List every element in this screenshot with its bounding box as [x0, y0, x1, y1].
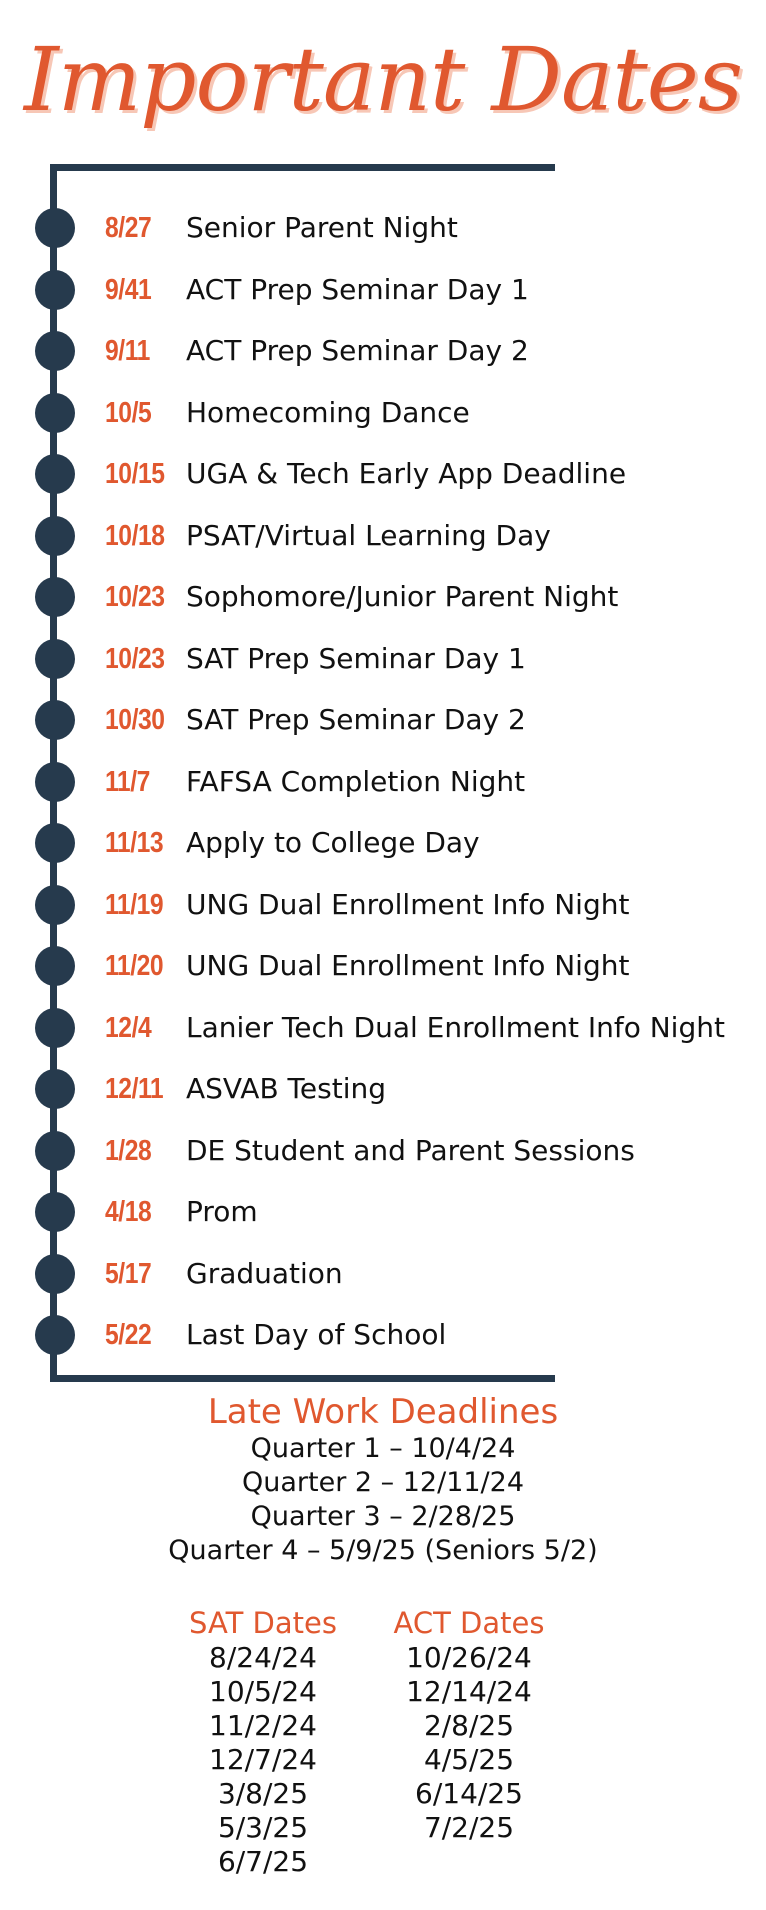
event-date: 8/27 — [105, 212, 152, 244]
event-row — [0, 760, 766, 804]
event-label: Lanier Tech Dual Enrollment Info Night — [186, 1011, 725, 1044]
event-row — [0, 821, 766, 865]
event-row — [0, 883, 766, 927]
sat-date: 11/2/24 — [209, 1709, 317, 1742]
timeline-dot-icon — [35, 1008, 75, 1048]
timeline-dot-icon — [35, 1069, 75, 1109]
timeline-dot-icon — [35, 1192, 75, 1232]
event-date: 12/11 — [105, 1073, 164, 1105]
late-work-heading: Late Work Deadlines — [207, 1392, 559, 1432]
event-label: FAFSA Completion Night — [186, 765, 526, 798]
event-label: ACT Prep Seminar Day 2 — [186, 334, 529, 367]
event-row — [0, 1252, 766, 1296]
timeline-dot-icon — [35, 885, 75, 925]
event-date: 10/23 — [105, 643, 165, 675]
sat-date: 6/7/25 — [217, 1845, 309, 1878]
timeline-top-bar — [50, 164, 555, 171]
sat-date: 8/24/24 — [209, 1641, 317, 1674]
event-label: Sophomore/Junior Parent Night — [186, 580, 619, 613]
sat-date: 5/3/25 — [217, 1811, 309, 1844]
timeline-dot-icon — [35, 454, 75, 494]
event-label: ACT Prep Seminar Day 1 — [186, 273, 529, 306]
timeline-bottom-bar — [50, 1375, 555, 1382]
timeline-dot-icon — [35, 823, 75, 863]
timeline-dot-icon — [35, 1315, 75, 1355]
event-row — [0, 575, 766, 619]
event-date: 11/7 — [105, 766, 150, 798]
late-work-line: Quarter 4 – 5/9/25 (Seniors 5/2) — [168, 1535, 598, 1566]
event-label: Prom — [186, 1195, 258, 1228]
event-label: UGA & Tech Early App Deadline — [186, 457, 627, 490]
event-label: SAT Prep Seminar Day 1 — [186, 642, 526, 675]
event-date: 11/20 — [105, 950, 164, 982]
event-date: 10/23 — [105, 581, 165, 613]
act-date: 4/5/25 — [423, 1743, 515, 1776]
timeline-dot-icon — [35, 270, 75, 310]
sat-date: 12/7/24 — [209, 1743, 317, 1776]
page-title: Important Dates — [23, 28, 743, 131]
act-date: 2/8/25 — [423, 1709, 515, 1742]
event-date: 9/11 — [105, 335, 150, 367]
event-row — [0, 329, 766, 373]
event-label: UNG Dual Enrollment Info Night — [186, 949, 630, 982]
late-work-line: Quarter 3 – 2/28/25 — [250, 1501, 516, 1532]
timeline-dot-icon — [35, 393, 75, 433]
act-date: 10/26/24 — [406, 1641, 532, 1674]
event-label: Apply to College Day — [186, 826, 480, 859]
event-date: 10/30 — [105, 704, 165, 736]
sat-date: 3/8/25 — [217, 1777, 309, 1810]
timeline-dot-icon — [35, 1131, 75, 1171]
timeline-dot-icon — [35, 208, 75, 248]
event-row — [0, 268, 766, 312]
event-row — [0, 1067, 766, 1111]
timeline-dot-icon — [35, 1254, 75, 1294]
event-row — [0, 1313, 766, 1357]
late-work-line: Quarter 2 – 12/11/24 — [242, 1467, 524, 1498]
event-label: Homecoming Dance — [186, 396, 470, 429]
timeline-dot-icon — [35, 700, 75, 740]
event-row — [0, 391, 766, 435]
event-label: Graduation — [186, 1257, 343, 1290]
event-row — [0, 637, 766, 681]
event-date: 4/18 — [105, 1196, 152, 1228]
event-date: 10/5 — [105, 397, 152, 429]
act-dates-heading: ACT Dates — [393, 1606, 545, 1640]
event-label: PSAT/Virtual Learning Day — [186, 519, 551, 552]
event-date: 5/22 — [105, 1319, 152, 1351]
event-row — [0, 452, 766, 496]
event-date: 10/18 — [105, 520, 165, 552]
event-date: 11/13 — [105, 827, 164, 859]
event-label: ASVAB Testing — [186, 1072, 386, 1105]
event-row — [0, 206, 766, 250]
event-label: SAT Prep Seminar Day 2 — [186, 703, 526, 736]
timeline-dot-icon — [35, 639, 75, 679]
event-date: 11/19 — [105, 889, 164, 921]
sat-date: 10/5/24 — [209, 1675, 317, 1708]
event-label: Last Day of School — [186, 1318, 447, 1351]
timeline-dot-icon — [35, 946, 75, 986]
event-row — [0, 698, 766, 742]
event-label: DE Student and Parent Sessions — [186, 1134, 635, 1167]
event-row — [0, 1006, 766, 1050]
event-label: Senior Parent Night — [186, 211, 458, 244]
event-date: 12/4 — [105, 1012, 152, 1044]
event-date: 1/28 — [105, 1135, 152, 1167]
sat-dates-heading: SAT Dates — [189, 1606, 337, 1640]
event-row — [0, 514, 766, 558]
act-date: 7/2/25 — [423, 1811, 515, 1844]
late-work-line: Quarter 1 – 10/4/24 — [250, 1433, 516, 1464]
timeline-dot-icon — [35, 577, 75, 617]
event-row — [0, 944, 766, 988]
sat-dates-column — [153, 1605, 373, 1879]
timeline-dot-icon — [35, 516, 75, 556]
event-date: 5/17 — [105, 1258, 152, 1290]
event-date: 10/15 — [105, 458, 165, 490]
act-dates-column — [359, 1605, 579, 1845]
event-date: 9/41 — [105, 274, 152, 306]
event-row — [0, 1129, 766, 1173]
event-row — [0, 1190, 766, 1234]
act-date: 12/14/24 — [406, 1675, 532, 1708]
timeline-dot-icon — [35, 762, 75, 802]
timeline-dot-icon — [35, 331, 75, 371]
late-work-section — [0, 1392, 766, 1568]
act-date: 6/14/25 — [415, 1777, 523, 1810]
event-label: UNG Dual Enrollment Info Night — [186, 888, 630, 921]
